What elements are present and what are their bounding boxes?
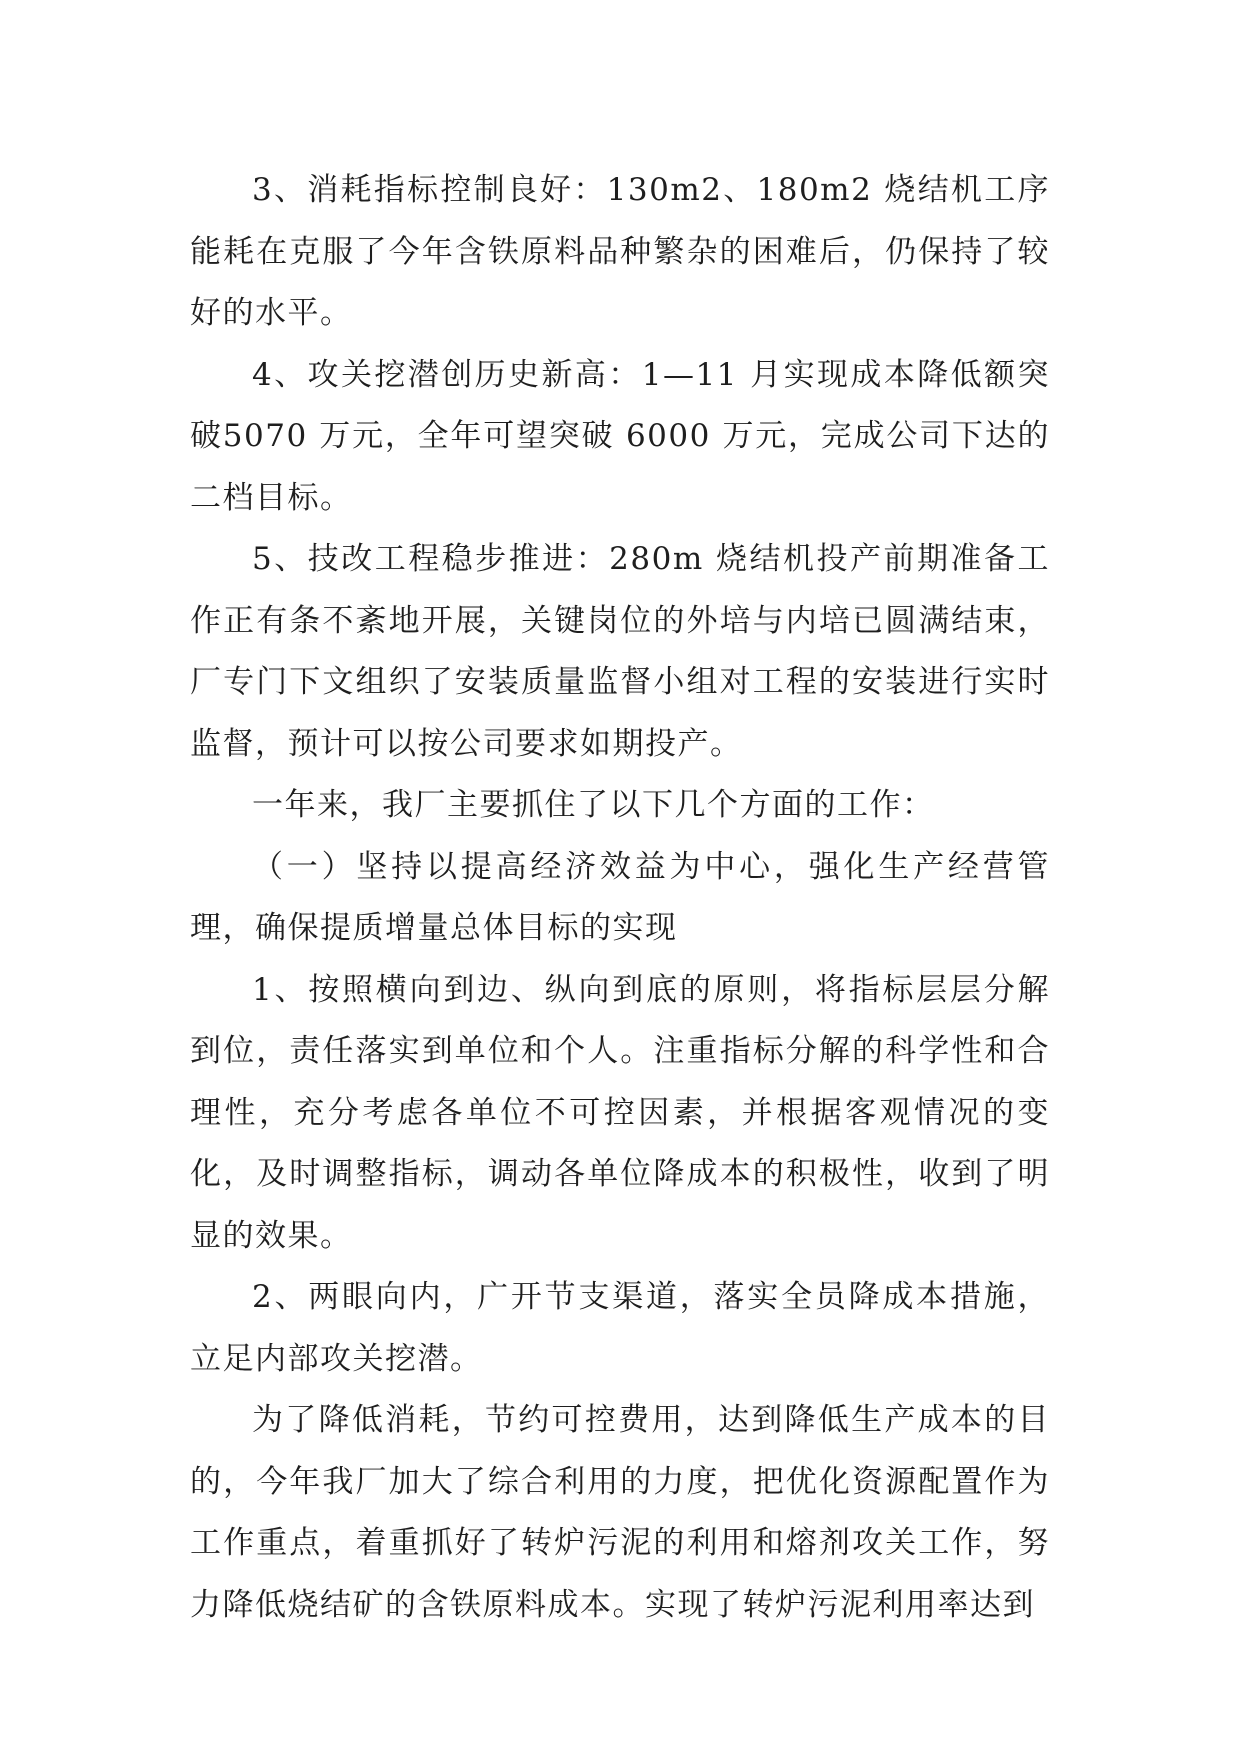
paragraph-technical-renovation: 5、技改工程稳步推进：280m 烧结机投产前期准备工作正有条不紊地开展，关键岗位的外培与内培已圆满结束，厂专门下文组织了安装质量监督小组对工程的安装进行实时监督，预计可以按公司要求如期投产。 <box>190 541 1050 762</box>
paragraph-cost-reduction: 4、攻关挖潜创历史新高：1—11 月实现成本降低额突破5070 万元，全年可望突破 6000 万元，完成公司下达的二档目标。 <box>190 356 1050 516</box>
paragraph-internal-cost-saving: 2、两眼向内，广开节支渠道，落实全员降成本措施，立足内部攻关挖潜。 <box>190 1279 1050 1377</box>
paragraph-year-summary-intro: 一年来，我厂主要抓住了以下几个方面的工作： <box>252 787 935 823</box>
document-body <box>190 160 1050 1636</box>
paragraph-resource-utilization: 为了降低消耗，节约可控费用，达到降低生产成本的目的，今年我厂加大了综合利用的力度，把优化资源配置作为工作重点，着重抓好了转炉污泥的利用和熔剂攻关工作，努力降低烧结矿的含铁原料成本。实现了转炉污泥利用率达到 <box>190 1402 1050 1623</box>
section-heading-one: （一）坚持以提高经济效益为中心，强化生产经营管理，确保提质增量总体目标的实现 <box>190 848 1050 946</box>
paragraph-indicator-decomposition: 1、按照横向到边、纵向到底的原则，将指标层层分解到位，责任落实到单位和个人。注重指标分解的科学性和合理性，充分考虑各单位不可控因素，并根据客观情况的变化，及时调整指标，调动各单位降成本的积极性，收到了明显的效果。 <box>190 971 1050 1254</box>
paragraph-consumption-indicators: 3、消耗指标控制良好：130m2、180m2 烧结机工序能耗在克服了今年含铁原料品种繁杂的困难后，仍保持了较好的水平。 <box>190 172 1050 331</box>
